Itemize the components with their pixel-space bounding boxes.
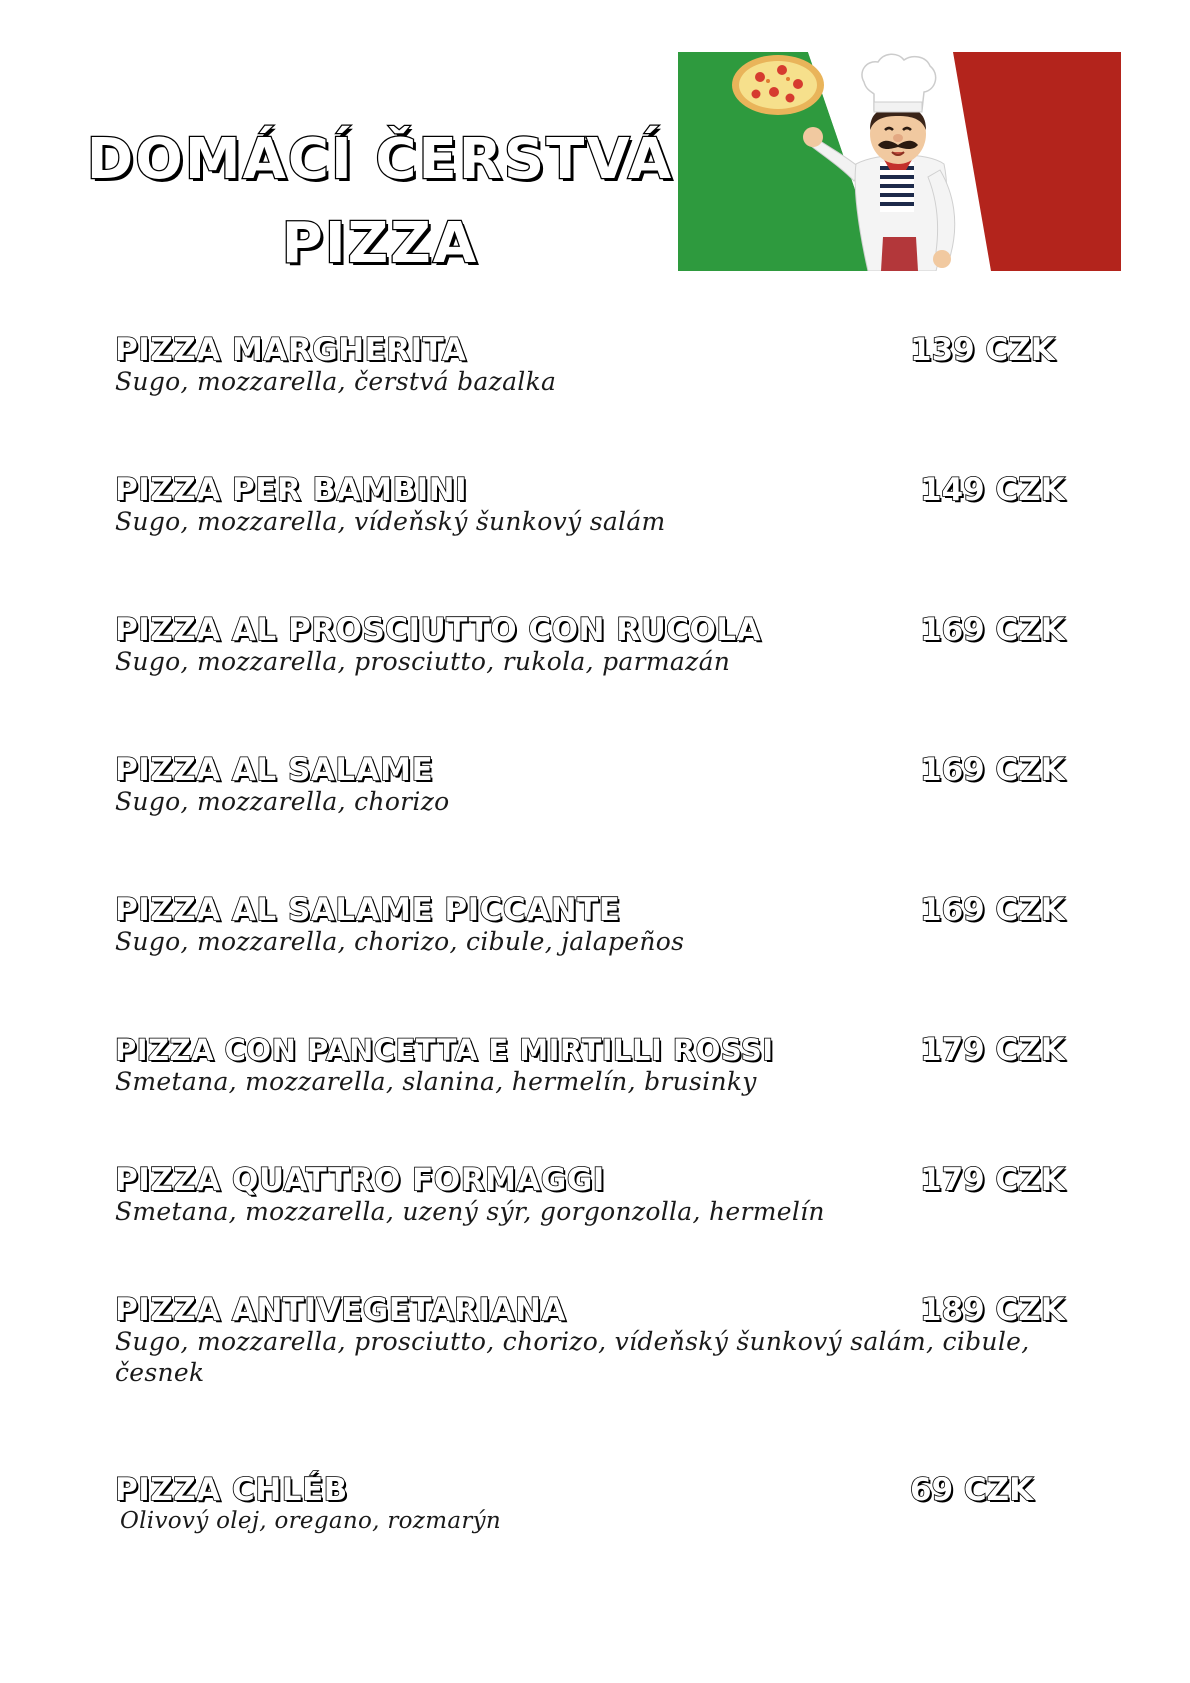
item-price: 179 CZK: [920, 1162, 1065, 1198]
item-description: Sugo, mozzarella, chorizo, cibule, jalapeños: [115, 927, 685, 956]
title-line-2: PIZZA: [281, 211, 479, 276]
item-name: PIZZA AL SALAME PICCANTE: [115, 892, 621, 928]
pizza-icon: [732, 55, 824, 115]
item-name: PIZZA CHLÉB: [115, 1472, 348, 1508]
item-price: 179 CZK: [920, 1032, 1065, 1068]
item-price: 169 CZK: [920, 752, 1065, 788]
item-name: PIZZA PER BAMBINI: [115, 472, 468, 508]
italian-flag-chef-banner: [678, 52, 1121, 271]
item-name: PIZZA AL SALAME: [115, 752, 434, 788]
item-description: Smetana, mozzarella, uzený sýr, gorgonzolla, hermelín: [115, 1197, 825, 1226]
item-name: PIZZA QUATTRO FORMAGGI: [115, 1162, 605, 1198]
item-price: 169 CZK: [920, 892, 1065, 928]
item-description: Olivový olej, oregano, rozmarýn: [120, 1508, 502, 1534]
pizza-chef-illustration: [678, 52, 1121, 271]
page-title: [60, 118, 700, 286]
item-description: Sugo, mozzarella, vídeňský šunkový salám: [115, 507, 666, 536]
item-price: 149 CZK: [920, 472, 1065, 508]
item-description: Smetana, mozzarella, slanina, hermelín, brusinky: [115, 1067, 757, 1096]
title-line-1: DOMÁCÍ ČERSTVÁ: [86, 127, 674, 192]
item-price: 69 CZK: [910, 1472, 1034, 1508]
item-name: PIZZA MARGHERITA: [115, 332, 467, 368]
item-name: PIZZA ANTIVEGETARIANA: [115, 1292, 566, 1328]
item-price: 169 CZK: [920, 612, 1065, 648]
item-price: 139 CZK: [910, 332, 1055, 368]
item-name: PIZZA AL PROSCIUTTO CON RUCOLA: [115, 612, 762, 648]
item-description: Sugo, mozzarella, čerstvá bazalka: [115, 367, 557, 396]
item-name: PIZZA CON PANCETTA E MIRTILLI ROSSI: [115, 1033, 774, 1067]
item-price: 189 CZK: [920, 1292, 1065, 1328]
item-description: Sugo, mozzarella, chorizo: [115, 787, 450, 816]
item-description: Sugo, mozzarella, prosciutto, chorizo, vídeňský šunkový salám, cibule, česnek: [115, 1327, 1030, 1387]
item-description: Sugo, mozzarella, prosciutto, rukola, parmazán: [115, 647, 731, 676]
